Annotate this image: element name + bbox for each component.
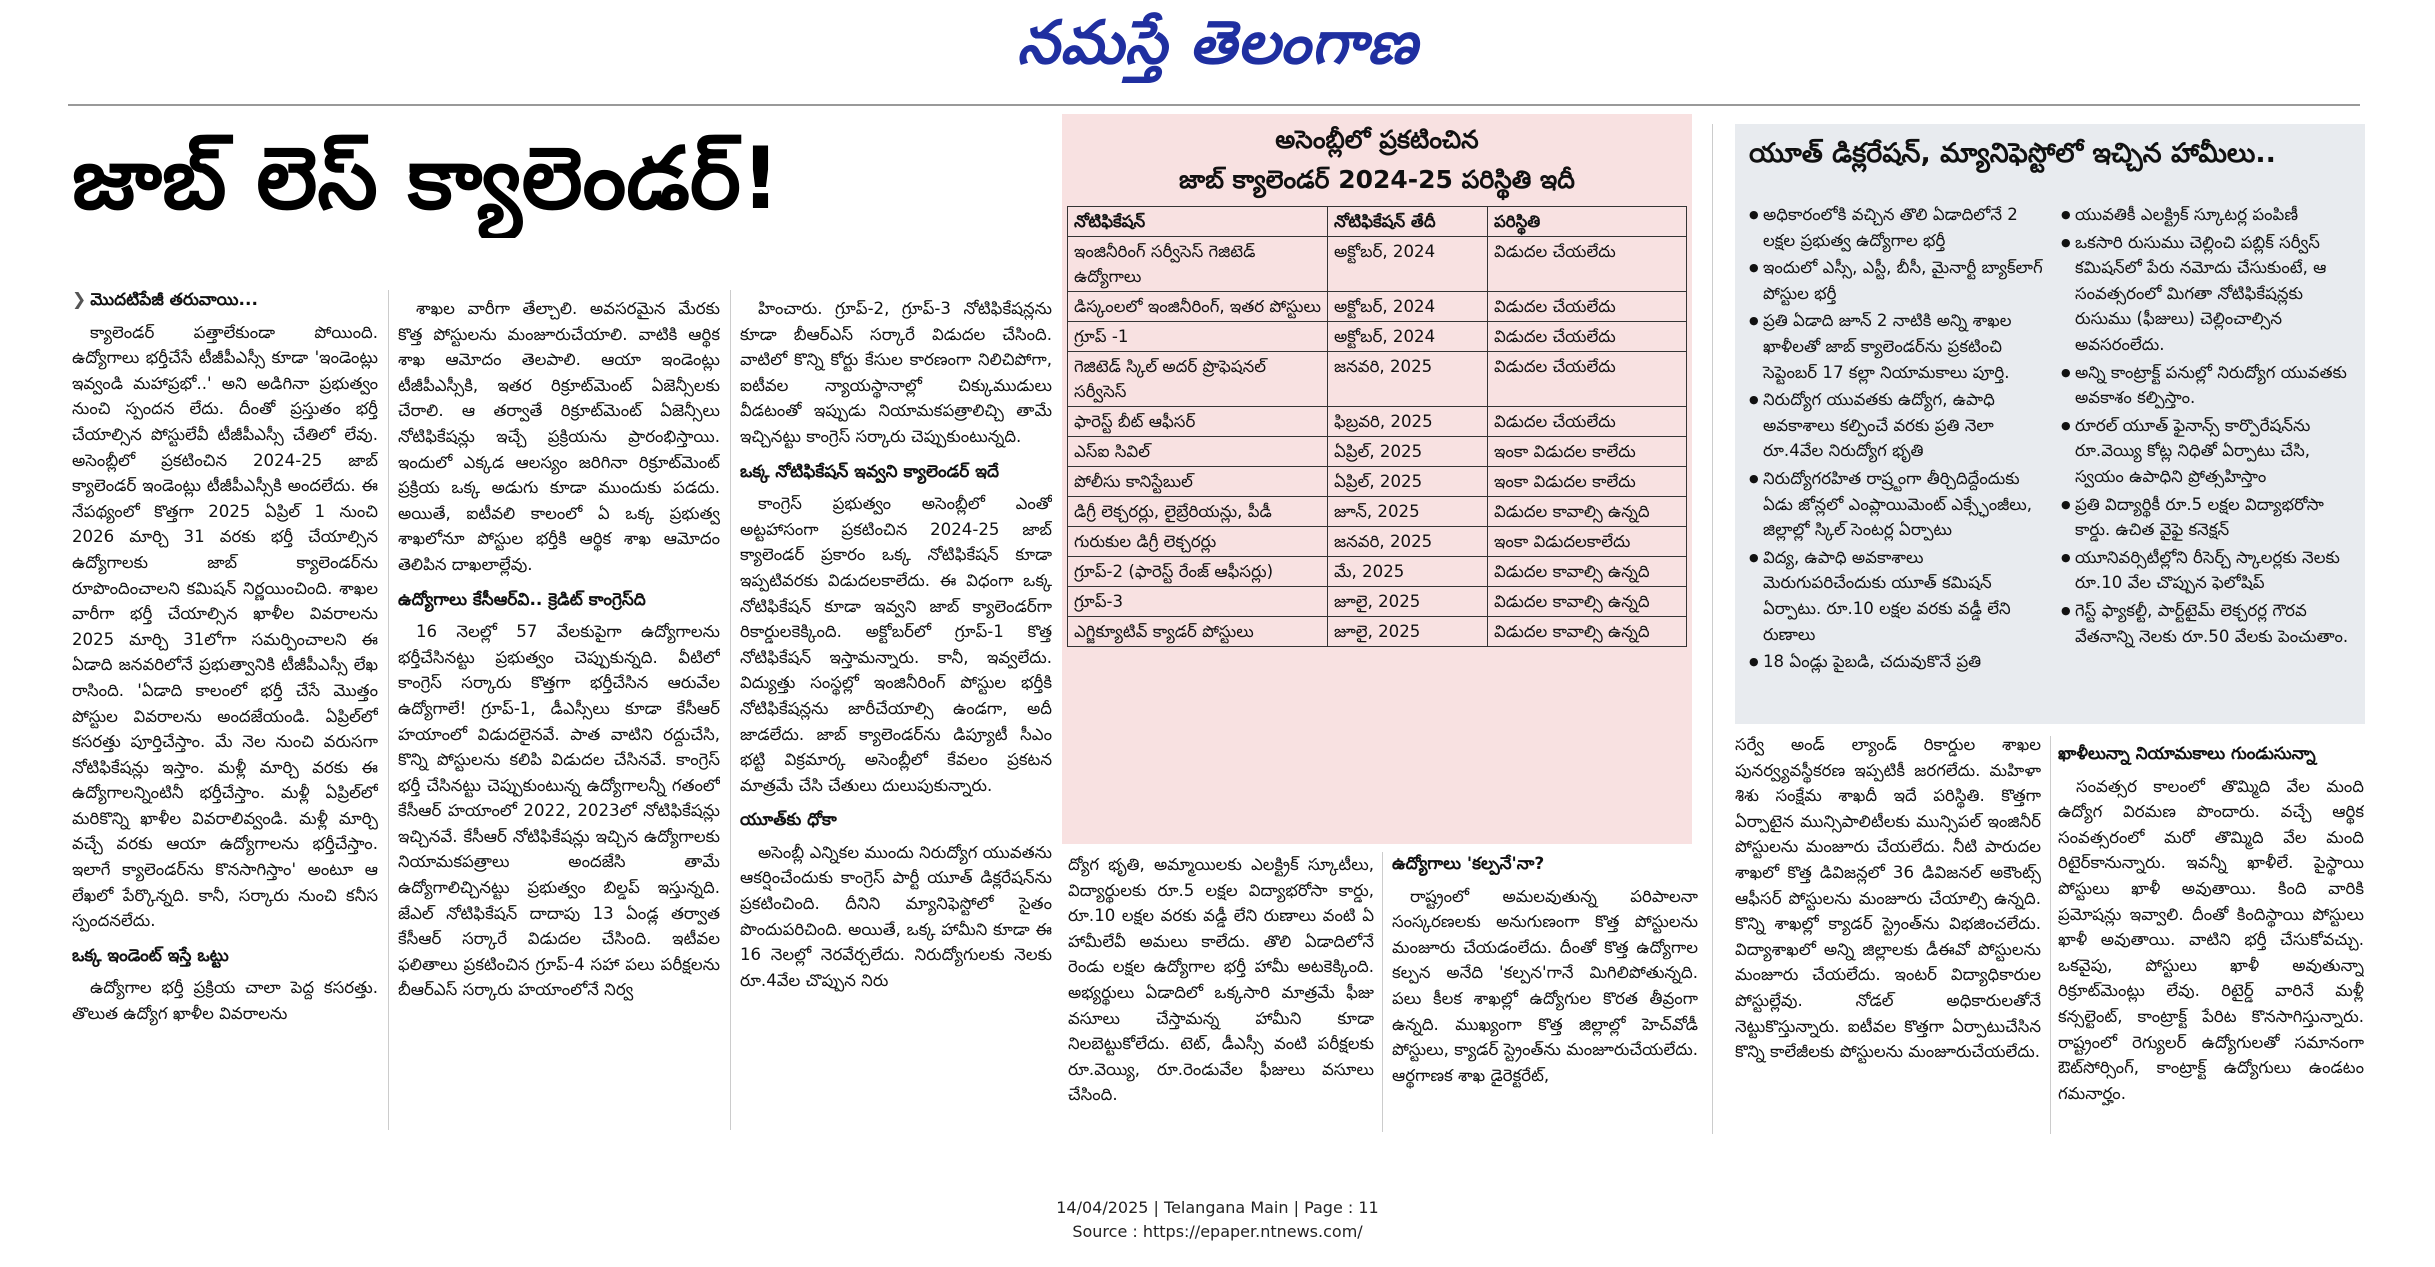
table-cell: విడుదల చేయలేదు [1488, 407, 1687, 437]
table-cell: ఇంకా విడుదల కాలేదు [1488, 467, 1687, 497]
article-column-4 [1068, 852, 1374, 1148]
table-cell: గ్రూప్ -1 [1068, 322, 1328, 352]
table-cell: విడుదల చేయలేదు [1488, 322, 1687, 352]
column-header: పరిస్థితి [1488, 207, 1687, 237]
table-cell: ఎగ్జిక్యూటివ్ క్యాడర్ పోస్టులు [1068, 617, 1328, 647]
promises-box [1735, 124, 2365, 724]
kicker-text: మొదటిపేజీ తరువాయి... [90, 290, 258, 310]
table-cell: ఏప్రిల్, 2025 [1328, 467, 1488, 497]
paragraph: హించారు. గ్రూప్-2, గ్రూప్-3 నోటిఫికేషన్లను కూడా బీఆర్‌ఎస్ సర్కారే విడుదల చేసింది. వాటిలో కొన్ని కోర్టు కేసుల కారణంగా నిలిచిపోగా, ఐటీవల న్యాయస్థానాల్లో చిక్కుముడులు వీడటంతో ఇప్పుడు నియామకపత్రాలిచ్చి తామే ఇచ్చినట్టు కాంగ్రెస్ సర్కారు చెప్పుకుంటున్నది. [740, 299, 1052, 446]
chevron-right-icon: ❯ [72, 290, 87, 310]
column-divider [2050, 736, 2051, 1134]
table-row [1068, 527, 1687, 557]
article-column-2 [398, 296, 720, 1148]
promises-list-left [1749, 202, 2045, 677]
table-cell: డిస్కంలలో ఇంజినీరింగ్, ఇతర పోస్టులు [1068, 292, 1328, 322]
column-header: నోటిఫికేషన్ తేదీ [1328, 207, 1488, 237]
table-cell: గెజిటెడ్ స్కిల్ అదర్ ప్రొఫెషనల్ సర్వీసెస్ [1068, 352, 1328, 407]
promise-item: ● ప్రతి ఏడాది జూన్ 2 నాటికి అన్ని శాఖల ఖాళీలతో జాబ్ క్యాలెండర్‌ను ప్రకటించి సెప్టెంబర్ 17 కల్లా నియామకాలు పూర్తి. [1749, 308, 2045, 385]
table-row [1068, 497, 1687, 527]
table-cell: గురుకుల డిగ్రీ లెక్చరర్లు [1068, 527, 1328, 557]
table-cell: విడుదల చేయలేదు [1488, 237, 1687, 292]
promise-item: ● 18 ఏండ్లు పైబడి, చదువుకొనే ప్రతి [1749, 649, 2045, 675]
table-cell: జనవరి, 2025 [1328, 527, 1488, 557]
article-column-1 [72, 288, 378, 1148]
column-divider [388, 290, 389, 1130]
table-cell: ఫిబ్రవరి, 2025 [1328, 407, 1488, 437]
table-row [1068, 557, 1687, 587]
subheading: ఉద్యోగాలు కేసీఆర్‌వి.. క్రెడిట్ కాంగ్రెస్‌ది [398, 589, 646, 610]
table-cell: గ్రూప్-2 (ఫారెస్ట్ రేంజ్ ఆఫీసర్లు) [1068, 557, 1328, 587]
masthead-logo: నమస్తే తెలంగాణ [1016, 8, 1419, 78]
promise-item: ● రూరల్ యూత్ ఫైనాన్స్ కార్పొరేషన్‌ను రూ.వెయ్యి కోట్ల నిధితో ఏర్పాటు చేసి, స్వయం ఉపాధిని ప్రోత్సహిస్తాం [2061, 413, 2357, 490]
table-row [1068, 237, 1687, 292]
table-cell: అక్టోబర్, 2024 [1328, 322, 1488, 352]
table-row [1068, 352, 1687, 407]
table-cell: విడుదల కావాల్సి ఉన్నది [1488, 497, 1687, 527]
promise-item: ● అధికారంలోకి వచ్చిన తొలి ఏడాదిలోనే 2 లక్షల ప్రభుత్వ ఉద్యోగాల భర్తీ [1749, 202, 2045, 253]
table-row [1068, 467, 1687, 497]
table-cell: జూలై, 2025 [1328, 617, 1488, 647]
paragraph: ఉద్యోగాల భర్తీ ప్రక్రియ చాలా పెద్ద కసరత్తు. తొలుత ఉద్యోగ ఖాళీల వివరాలను [72, 978, 378, 1024]
table-cell: విడుదల చేయలేదు [1488, 292, 1687, 322]
table-cell: మే, 2025 [1328, 557, 1488, 587]
promise-item: ● ఇందులో ఎస్సీ, ఎస్టీ, బీసీ, మైనార్టీ బ్యాక్‌లాగ్ పోస్టుల భర్తీ [1749, 255, 2045, 306]
subheading: ఒక్క ఇండెంట్ ఇస్తే ఒట్టు [72, 945, 229, 966]
table-row [1068, 587, 1687, 617]
promise-item: ● యువతికీ ఎలక్ట్రిక్ స్కూటర్ల పంపిణీ [2061, 202, 2357, 228]
column-divider [1712, 124, 1713, 1134]
job-calendar-title-line1: అసెంబ్లీలో ప్రకటించిన [1275, 125, 1479, 154]
promise-item: ● విద్య, ఉపాధి అవకాశాలు మెరుగుపరిచేందుకు యూత్ కమిషన్ ఏర్పాటు. రూ.10 లక్షల వరకు వడ్డీ లేని రుణాలు [1749, 545, 2045, 647]
table-cell: ఫారెస్ట్ బీట్ ఆఫీసర్ [1068, 407, 1328, 437]
paragraph: అసెంబ్లీ ఎన్నికల ముందు నిరుద్యోగ యువతను ఆకర్షించేందుకు కాంగ్రెస్ పార్టీ యూత్ డిక్లరేషన్‌ను ప్రకటించింది. దీనిని మ్యానిఫెస్టోలో సైతం పొందుపరిచింది. అయితే, ఒక్క హామీని కూడా ఈ 16 నెలల్లో నెరవేర్చలేదు. నిరుద్యోగులకు నెలకు రూ.4వేల చొప్పున నిరు [740, 842, 1052, 990]
job-calendar-table [1067, 206, 1687, 647]
table-cell: అక్టోబర్, 2024 [1328, 237, 1488, 292]
table-row [1068, 322, 1687, 352]
table-cell: అక్టోబర్, 2024 [1328, 292, 1488, 322]
table-header-row [1068, 207, 1687, 237]
promise-item: ● యూనివర్సిటీల్లోని రీసెర్చ్ స్కాలర్లకు నెలకు రూ.10 వేల చొప్పున ఫెలోషిప్ [2061, 545, 2357, 596]
subheading: ఒక్క నోటిఫికేషన్ ఇవ్వని క్యాలెండర్ ఇదే [740, 461, 999, 482]
subheading: ఉద్యోగాలు 'కల్పనే'నా? [1392, 854, 1545, 874]
kicker [72, 288, 378, 314]
header-rule [68, 104, 2360, 106]
table-cell: డిగ్రీ లెక్చరర్లు, లైబ్రేరియన్లు, పీడీ [1068, 497, 1328, 527]
article-column-6 [1735, 732, 2041, 1148]
article-column-3 [740, 296, 1052, 1148]
promise-item: ● నిరుద్యోగ యువతకు ఉద్యోగ, ఉపాధి అవకాశాలు కల్పించే వరకు ప్రతి నెలా రూ.4వేల నిరుద్యోగ భృతి [1749, 387, 2045, 464]
table-row [1068, 292, 1687, 322]
promise-item: ● అన్ని కాంట్రాక్ట్ పనుల్లో నిరుద్యోగ యువతకు అవకాశం కల్పిస్తాం. [2061, 360, 2357, 411]
table-cell: గ్రూప్-3 [1068, 587, 1328, 617]
table-cell: విడుదల కావాల్సి ఉన్నది [1488, 587, 1687, 617]
column-divider [730, 290, 731, 1130]
paragraph: రాష్ట్రంలో అమలవుతున్న పరిపాలనా సంస్కరణలకు అనుగుణంగా కొత్త పోస్టులను మంజూరు చేయడంలేదు. దీంతో కొత్త ఉద్యోగాల కల్పన అనేది 'కల్పన'గానే మిగిలిపోతున్నది. పలు కీలక శాఖల్లో ఉద్యోగుల కొరత తీవ్రంగా ఉన్నది. ముఖ్యంగా కొత్త జిల్లాల్లో హెచ్‌వోడీ పోస్టులు, క్యాడర్ స్ట్రెంత్‌ను మంజూరుచేయలేదు. ఆర్థగాణక శాఖ డైరెక్టరేట్, [1392, 886, 1698, 1085]
table-cell: విడుదల చేయలేదు [1488, 352, 1687, 407]
table-cell: పోలీసు కానిస్టేబుల్ [1068, 467, 1328, 497]
article-column-7 [2058, 742, 2364, 1148]
table-cell: ఏప్రిల్, 2025 [1328, 437, 1488, 467]
job-calendar-title-line2: జాబ్ క్యాలెండర్ 2024-25 పరిస్థితి ఇదీ [1179, 165, 1575, 194]
headline: జాబ్ లెస్ క్యాలెండర్! [72, 129, 781, 229]
table-cell: జూలై, 2025 [1328, 587, 1488, 617]
table-cell: విడుదల కావాల్సి ఉన్నది [1488, 617, 1687, 647]
table-cell: జనవరి, 2025 [1328, 352, 1488, 407]
paragraph: కాంగ్రెస్ ప్రభుత్వం అసెంబ్లీలో ఎంతో అట్టహాసంగా ప్రకటించిన 2024-25 జాబ్ క్యాలెండర్ ప్రకారం ఒక్క నోటిఫికేషన్ కూడా ఇప్పటివరకు విడుదలకాలేదు. ఈ విధంగా ఒక్క నోటిఫికేషన్ కూడా ఇవ్వని జాబ్ క్యాలెండర్‌గా రికార్డులకెక్కింది. అక్టోబర్‌లో గ్రూప్-1 కొత్త నోటిఫికేషన్ ఇస్తామన్నారు. కానీ, ఇవ్వలేదు. విద్యుత్తు సంస్థల్లో ఇంజినీరింగ్ పోస్టుల భర్తీకి నోటిఫికేషన్లను జారీచేయాల్సి ఉండగా, అదీ జాడలేదు. జాబ్ క్యాలెండర్‌ను డిప్యూటీ సీఎం భట్టి విక్రమార్క అసెంబ్లీలో కేవలం ప్రకటన మాత్రమే చేసి చేతులు దులుపుకున్నారు. [740, 494, 1052, 795]
paragraph: 16 నెలల్లో 57 వేలకుపైగా ఉద్యోగాలను భర్తీచేసినట్టు ప్రభుత్వం చెప్పుకున్నది. వీటిలో కాంగ్రెస్ సర్కారు కొత్తగా భర్తీచేసిన ఆరువేల ఉద్యోగాలే! గ్రూప్-1, డీఎస్సీలు కూడా కేసీఆర్ హయాంలో విడుదలైనవే. పాత వాటిని రద్దుచేసి, కొన్ని పోస్టులను కలిపి విడుదల చేసినవే. కాంగ్రెస్ భర్తీ చేసినట్టు చెప్పుకుంటున్న ఉద్యోగాలన్నీ గతంలో కేసీఆర్ హయాంలో 2022, 2023లో నోటిఫికేషన్లు ఇచ్చినవే. కేసీఆర్ నోటిఫికేషన్లు ఇచ్చిన ఉద్యోగాలకు నియామకపత్రాలు అందజేసి తామే ఉద్యోగాలిచ్చినట్టు ప్రభుత్వం బిల్డప్ ఇస్తున్నది. జేఎల్ నోటిఫికేషన్ దాదాపు 13 ఏండ్ల తర్వాత కేసీఆర్ సర్కారే విడుదల చేసింది. ఇటీవల ఫలితాలు ప్రకటించిన గ్రూప్-4 సహా పలు పరీక్షలను బీఆర్‌ఎస్ సర్కారు హయాంలోనే నిర్వ [398, 622, 720, 1000]
paragraph: శాఖల వారీగా తేల్చాలి. అవసరమైన మేరకు కొత్త పోస్టులను మంజూరుచేయాలి. వాటికి ఆర్థిక శాఖ ఆమోదం తెలపాలి. ఆయా ఇండెంట్లు టీజీపీఎస్సీకి, ఇతర రిక్రూట్‌మెంట్ ఏజెన్సీలకు చేరాలి. ఆ తర్వాతే రిక్రూట్‌మెంట్ ఏజెన్సీలు నోటిఫికేషన్లు ఇచ్చే ప్రక్రియను ప్రారంభిస్తాయి. ఇందులో ఎక్కడ ఆలస్యం జరిగినా రిక్రూట్‌మెంట్ ప్రక్రియ ఒక్క అడుగు కూడా ముందుకు పడదు. అయితే, ఐటీవలి కాలంలో ఏ ఒక్క ప్రభుత్వ శాఖలోనూ పోస్టుల భర్తీకి ఆర్థిక శాఖ ఆమోదం తెలిపిన దాఖలాల్లేవు. [398, 299, 720, 574]
job-calendar-title [1062, 114, 1692, 200]
article-column-5 [1392, 852, 1698, 1148]
paragraph: ద్యోగ భృతి, అమ్మాయిలకు ఎలక్ట్రిక్ స్కూటీలు, విద్యార్థులకు రూ.5 లక్షల విద్యాభరోసా కార్డు, రూ.10 లక్షల వరకు వడ్డీ లేని రుణాలు వంటి ఏ హామీలేవీ అమలు కాలేదు. తొలి ఏడాదిలోనే రెండు లక్షల ఉద్యోగాల భర్తీ హామీ అటకెక్కింది. అభ్యర్థులు ఏడాదిలో ఒక్కసారి మాత్రమే ఫీజు వసూలు చేస్తామన్న హామీని కూడా నిలబెట్టుకోలేదు. టెట్, డీఎస్సీ వంటి పరీక్షలకు రూ.వెయ్యి, రూ.రెండువేల ఫీజులు వసూలు చేసింది. [1068, 855, 1374, 1105]
table-cell: జూన్, 2025 [1328, 497, 1488, 527]
table-cell: ఇంకా విడుదల కాలేదు [1488, 437, 1687, 467]
promise-item: ● ప్రతి విద్యార్థికీ రూ.5 లక్షల విద్యాభరోసా కార్డు. ఉచిత వైఫై కనెక్షన్ [2061, 492, 2357, 543]
job-calendar-rows [1068, 237, 1687, 647]
table-row [1068, 617, 1687, 647]
promise-item: ● గెస్ట్ ఫ్యాకల్టీ, పార్ట్‌టైమ్ లెక్చరర్ల గౌరవ వేతనాన్ని నెలకు రూ.50 వేలకు పెంచుతాం. [2061, 598, 2357, 649]
table-cell: ఇంకా విడుదలకాలేదు [1488, 527, 1687, 557]
table-row [1068, 407, 1687, 437]
table-row [1068, 437, 1687, 467]
promise-item: ● ఒకసారి రుసుము చెల్లించి పబ్లిక్ సర్వీస్ కమిషన్‌లో పేరు నమోదు చేసుకుంటే, ఆ సంవత్సరంలో మిగతా నోటిఫికేషన్లకు రుసుము (ఫీజులు) చెల్లించాల్సిన అవసరంలేదు. [2061, 230, 2357, 358]
column-header: నోటిఫికేషన్ [1068, 207, 1328, 237]
promises-title: యూత్ డిక్లరేషన్, మ్యానిఫెస్టోలో ఇచ్చిన హామీలు.. [1749, 138, 2276, 169]
column-divider [1382, 852, 1383, 1132]
paragraph: క్యాలెండర్ పత్తాలేకుండా పోయింది. ఉద్యోగాలు భర్తీచేసే టీజీపీఎస్సీ కూడా 'ఇండెంట్లు ఇవ్వండి మహాప్రభో..' అని అడిగినా ప్రభుత్వం నుంచి స్పందన లేదు. దీంతో ప్రస్తుతం భర్తీ చేయాల్సిన పోస్టులేవీ టీజీపీఎస్సీ చేతిలో లేవు. అసెంబ్లీలో ప్రకటించిన 2024-25 జాబ్ క్యాలెండర్ ఇండెంట్లు టీజీపీఎస్సీకి అందలేదు. ఈ నేపథ్యంలో కొత్తగా 2025 ఏప్రిల్ 1 నుంచి 2026 మార్చి 31 వరకు భర్తీ చేయాల్సిన ఉద్యోగాలకు జాబ్ క్యాలెండర్‌ను రూపొందించాలని కమిషన్ నిర్ణయించింది. శాఖల వారీగా భర్తీ చేయాల్సిన ఖాళీల వివరాలను 2025 మార్చి 31లోగా సమర్పించాలని ఈ ఏడాది జనవరిలోనే ప్రభుత్వానికి టీజీపీఎస్సీ లేఖ రాసింది. 'ఏడాది కాలంలో భర్తీ చేసే మొత్తం పోస్టుల వివరాలను అందజేయండి. ఏప్రిల్‌లో కసరత్తు పూర్తిచేస్తాం. మే నెల నుంచి వరుసగా నోటిఫికేషన్లు ఇస్తాం. మళ్లీ మార్చి వరకు ఈ ఉద్యోగాలన్నింటినీ భర్తీచేస్తాం. మళ్లీ ఏప్రిల్‌లో మరికొన్ని ఖాళీల వివరాలివ్వండి. మళ్లీ మార్చి వచ్చే వరకు ఆయా ఉద్యోగాలను భర్తీచేస్తాం. ఇలాగే క్యాలెండర్‌ను కొనసాగిస్తాం' అంటూ ఆ లేఖలో పేర్కొన్నది. కానీ, సర్కారు నుంచి కనీస స్పందనలేదు. [72, 322, 378, 931]
subheading: ఖాళీలున్నా నియామకాలు గుండుసున్నా [2058, 744, 2316, 764]
promises-list-right [2061, 202, 2357, 651]
table-cell: ఎస్ఐ సివిల్ [1068, 437, 1328, 467]
table-cell: ఇంజినీరింగ్ సర్వీసెస్ గెజిటెడ్ ఉద్యోగాలు [1068, 237, 1328, 292]
promise-item: ● నిరుద్యోగరహిత రాష్ర్టంగా తీర్చిదిద్దేందుకు ఏడు జోన్లలో ఎంప్లాయిమెంట్ ఎక్స్ఛేంజీలు, జిల్లాల్లో స్కిల్ సెంటర్ల ఏర్పాటు [1749, 466, 2045, 543]
subheading: యూత్‌కు ధోకా [740, 810, 837, 831]
job-calendar-box [1062, 114, 1692, 844]
footer-dateline: 14/04/2025 | Telangana Main | Page : 11 [1056, 1198, 1379, 1217]
table-cell: విడుదల కావాల్సి ఉన్నది [1488, 557, 1687, 587]
paragraph: సంవత్సర కాలంలో తొమ్మిది వేల మంది ఉద్యోగ విరమణ పొందారు. వచ్చే ఆర్థిక సంవత్సరంలో మరో తొమ్మిది వేల మంది రిటైర్‌కానున్నారు. ఇవన్నీ ఖాళీలే. పైస్థాయి పోస్టులు ఖాళీ అవుతాయి. కింది వారికి ప్రమోషన్లు ఇవ్వాలి. దీంతో కిందిస్థాయి పోస్టులు ఖాళీ అవుతాయి. వాటిని భర్తీ చేసుకోవచ్చు. ఒకవైపు, పోస్టులు ఖాళీ అవుతున్నా రిక్రూట్‌మెంట్లు లేవు. రిటైర్డ్ వారినే మళ్లీ కన్సల్టెంట్, కాంట్రాక్ట్ పేరిట కొనసాగిస్తున్నారు. రాష్ట్రంలో రెగ్యులర్ ఉద్యోగులతో సమానంగా ఔట్‌సోర్సింగ్, కాంట్రాక్ట్ ఉద్యోగులు ఉండటం గమనార్హం. [2058, 776, 2364, 1103]
paragraph: సర్వే అండ్ ల్యాండ్ రికార్డుల శాఖల పునర్వ్యవస్థీకరణ ఇప్పటికీ జరగలేదు. మహిళా శిశు సంక్షేమ శాఖదీ ఇదే పరిస్థితి. కొత్తగా ఏర్పాటైన మున్సిపాలిటీలకు మున్సిపల్ ఇంజినీర్ పోస్టులను మంజూరు చేయలేదు. నీటి పారుదల శాఖలో కొత్త డివిజన్లలో 36 డివిజనల్ అకౌంట్స్ ఆఫీసర్ పోస్టులను మంజూరు చేయాల్సి ఉన్నది. కొన్ని శాఖల్లో క్యాడర్ స్ట్రెంత్‌ను విభజించలేదు. విద్యాశాఖలో అన్ని జిల్లాలకు డీఈవో పోస్టులను మంజూరు చేయలేదు. ఇంటర్ విద్యాధికారుల పోస్టుల్లేవు. నోడల్ అధికారులతోనే నెట్టుకొస్తున్నారు. ఐటీవల కొత్తగా ఏర్పాటుచేసిన కొన్ని కాలేజీలకు పోస్టులను మంజూరుచేయలేదు. [1735, 735, 2041, 1062]
footer-source: Source : https://epaper.ntnews.com/ [1072, 1222, 1363, 1241]
